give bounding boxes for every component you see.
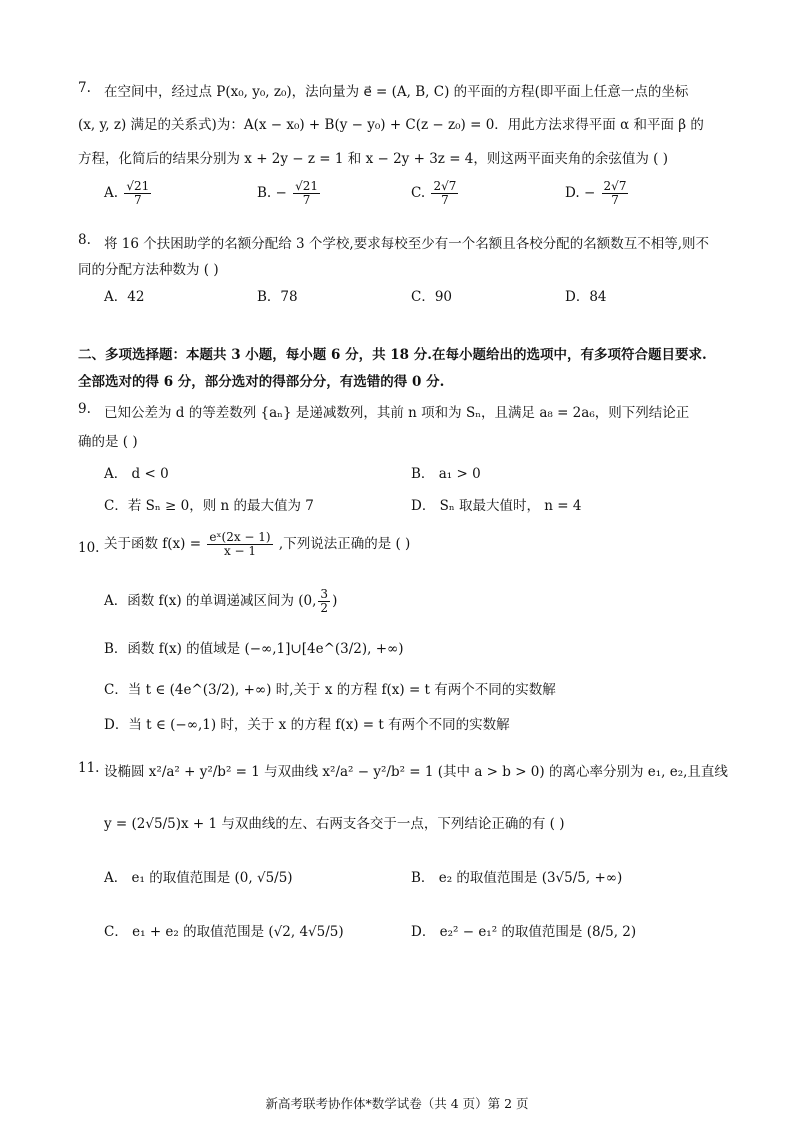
- option-a: A. $\frac{√21}{7}$: [104, 179, 150, 207]
- option-c: C． e₁ + e₂ 的取值范围是 (√2, 4√5/5): [104, 924, 344, 940]
- question-number: 8.: [78, 232, 91, 248]
- fraction: $\frac{√21}{7}$: [126, 179, 150, 207]
- question-text-line: 将 16 个扶困助学的名额分配给 3 个学校,要求每校至少有一个名额且各校分配的名额数互不相等,则不: [104, 236, 710, 252]
- question-text-line: 同的分配方法种数为 ( ): [78, 262, 219, 278]
- option-d: D. − $\frac{2√7}{7}$: [565, 179, 627, 207]
- option-b: B． e₂ 的取值范围是 (3√5/5, +∞): [411, 870, 623, 886]
- question-text-line: (x, y, z) 满足的关系式)为：A(x − x₀) + B(y − y₀) + C(z − z₀) = 0．用此方法求得平面 α 和平面 β 的: [78, 117, 704, 133]
- option-d: D． e₂² − e₁² 的取值范围是 (8/5, 2): [411, 924, 637, 940]
- option-d: D．84: [565, 289, 607, 305]
- option-b: B. − $\frac{√21}{7}$: [257, 179, 319, 207]
- section-heading-line: 全部选对的得 6 分，部分选对的得部分分，有选错的得 0 分.: [78, 374, 445, 390]
- option-b: B．78: [257, 289, 298, 305]
- question-text-line: 已知公差为 d 的等差数列 {aₙ} 是递减数列，其前 n 项和为 Sₙ，且满足 a₈ = 2a₆，则下列结论正: [104, 405, 690, 421]
- question-text-line: 关于函数 f(x) = $\frac{\text{eˣ(2x − 1)}}{x - 1}$ ,下列说法正确的是 ( ): [104, 530, 411, 558]
- option-c: C．90: [411, 289, 453, 305]
- question-number: 9.: [78, 401, 91, 417]
- fraction: $\frac{3}{2}$: [320, 587, 329, 615]
- fraction: $\frac{2√7}{7}$: [433, 179, 457, 207]
- fraction: $\frac{2√7}{7}$: [603, 179, 627, 207]
- page-footer: 新高考联考协作体*数学试卷（共 4 页）第 2 页: [265, 1096, 529, 1111]
- section-heading-line: 二、多项选择题：本题共 3 小题，每小题 6 分，共 18 分.在每小题给出的选项中，有多项符合题目要求.: [78, 347, 707, 363]
- fraction: $\frac{√21}{7}$: [295, 179, 319, 207]
- option-a: A．42: [104, 289, 145, 305]
- option-a: A． d < 0: [104, 466, 169, 482]
- option-d: D． Sₙ 取最大值时， n = 4: [411, 498, 582, 514]
- option-b: B． a₁ > 0: [411, 466, 481, 482]
- question-number: 11.: [78, 760, 100, 776]
- question-text-line: 在空间中，经过点 P(x₀, y₀, z₀)，法向量为 e⃗ = (A, B, C) 的平面的方程(即平面上任意一点的坐标: [104, 84, 689, 100]
- option-c: C．若 Sₙ ≥ 0，则 n 的最大值为 7: [104, 498, 314, 514]
- option-a: A．函数 f(x) 的单调递减区间为 (0, $\frac{3}{2}$ ): [104, 587, 338, 615]
- option-d: D．当 t ∈ (−∞,1) 时，关于 x 的方程 f(x) = t 有两个不同的实数解: [104, 717, 510, 733]
- question-number: 7.: [78, 80, 91, 96]
- option-c: C．当 t ∈ (4e^(3/2), +∞) 时,关于 x 的方程 f(x) = t 有两个不同的实数解: [104, 682, 556, 698]
- function-fraction: $\frac{\text{eˣ(2x − 1)}}{x - 1}$: [209, 530, 271, 558]
- option-c: C. $\frac{2√7}{7}$: [411, 179, 457, 207]
- option-b: B．函数 f(x) 的值域是 (−∞,1]∪[4e^(3/2), +∞): [104, 641, 404, 657]
- question-text-line: y = (2√5/5)x + 1 与双曲线的左、右两支各交于一点，下列结论正确的有 ( ): [104, 816, 565, 832]
- question-text-line: 确的是 ( ): [78, 434, 138, 450]
- question-text-line: 设椭圆 x²/a² + y²/b² = 1 与双曲线 x²/a² − y²/b² = 1 (其中 a > b > 0) 的离心率分别为 e₁, e₂,且直线: [104, 764, 728, 780]
- option-a: A． e₁ 的取值范围是 (0, √5/5): [104, 870, 293, 886]
- question-text-line: 方程，化简后的结果分别为 x + 2y − z = 1 和 x − 2y + 3z = 4，则这两平面夹角的余弦值为 ( ): [78, 151, 669, 167]
- question-number: 10.: [78, 540, 100, 556]
